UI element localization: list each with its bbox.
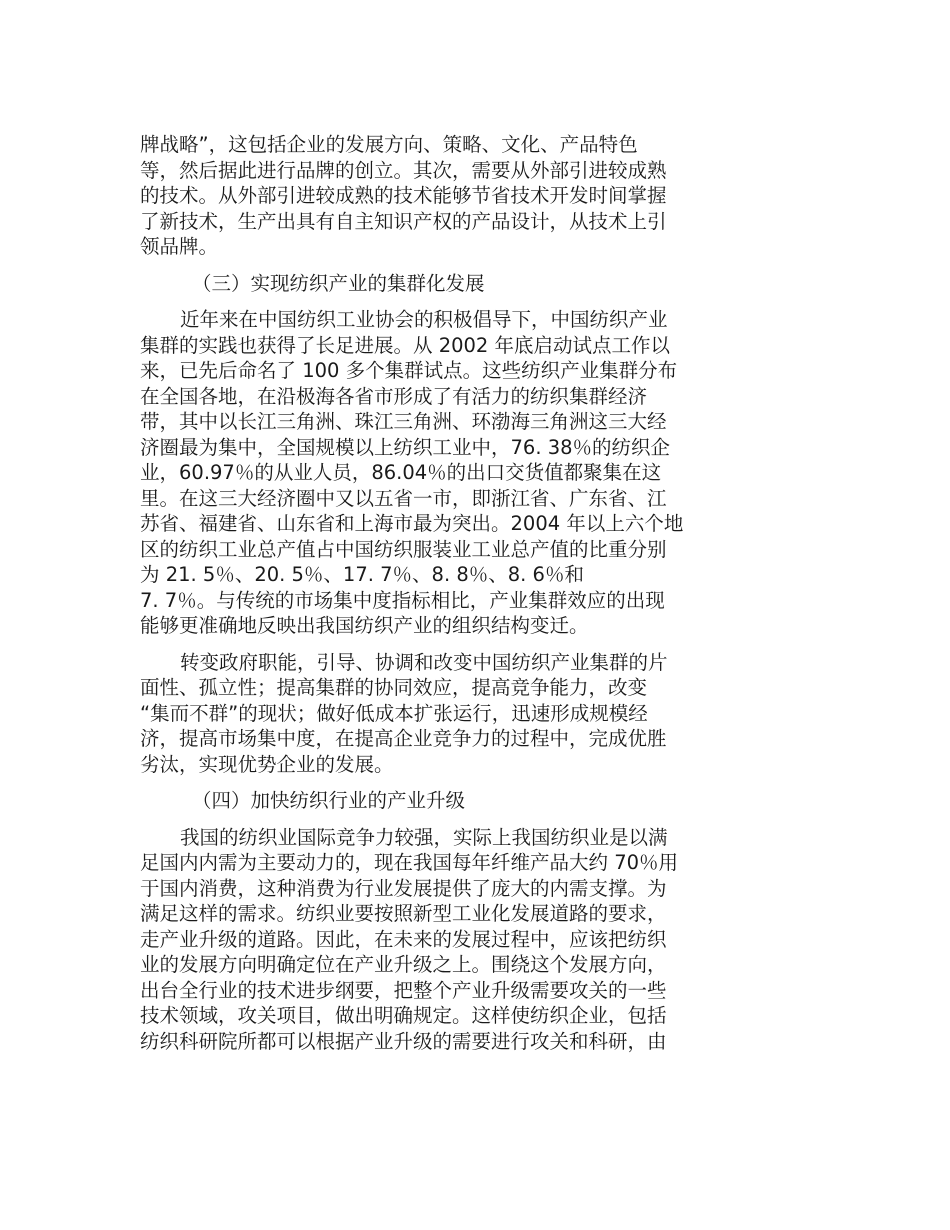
paragraph-brand-strategy: 牌战略”，这包括企业的发展方向、策略、文化、产品特色 等，然后据此进行品牌的创立。其次，需要从外部引进较成熟 的技术。从外部引进较成熟的技术能够节省技术开发时间掌握 了新技术，生产出具有自主知识产权的产品设计，从技术上引 领品牌。	[140, 133, 667, 258]
section-heading-3: （三）实现纺织产业的集群化发展	[192, 271, 485, 295]
paragraph-cluster-progress: 近年来在中国纺织工业协会的积极倡导下，中国纺织产业 集群的实践也获得了长足进展。从 2002 年底启动试点工作以 来，已先后命名了 100 多个集群试点。这些纺织产业集群分布 在全国各地，在沿极海各省市形成了有活力的纺织集群经济 带，其中以长江三角洲、珠江三角洲、环渤海三角洲这三大经 济圈最为集中，全国规模以上纺织工业中，76. 38％的纺织企 业，60.97％的从业人员，86.04％的出口交货值都聚集在这 里。在这三大经济圈中又以五省一市，即浙江省、广东省、江 苏省、福建省、山东省和上海市最为突出。2004 年以上六个地 区的纺织工业总产值占中国纺织服装业工业总产值的比重分别 为 21. 5％、20. 5％、17. 7％、8. 8％、8. 6％和 7. 7％。与传统的市场集中度指标相比，产业集群效应的出现 能够更准确地反映出我国纺织产业的组织结构变迁。	[140, 308, 684, 637]
paragraph-industry-upgrade: 我国的纺织业国际竞争力较强，实际上我国纺织业是以满 足国内内需为主要动力的，现在我国每年纤维产品大约 70％用 于国内消费，这种消费为行业发展提供了庞大的内需支撑。为 满足这样的需求。纺织业要按照新型工业化发展道路的要求， 走产业升级的道路。因此，在未来的发展过程中，应该把纺织 业的发展方向明确定位在产业升级之上。围绕这个发展方向， 出台全行业的技术进步纲要，把整个产业升级需要攻关的一些 技术领域，攻关项目，做出明确规定。这样使纺织企业，包括 纺织科研院所都可以根据产业升级的需要进行攻关和科研，由	[140, 825, 679, 1053]
paragraph-government-role: 转变政府职能，引导、协调和改变中国纺织产业集群的片 面性、孤立性；提高集群的协同效应，提高竞争能力，改变 “集而不群”的现状；做好低成本扩张运行，迅速形成规模经 济，提高市场集中度，在提高企业竞争力的过程中，完成优胜 劣汰，实现优势企业的发展。	[140, 650, 668, 776]
section-heading-4: （四）加快纺织行业的产业升级	[192, 789, 466, 812]
document-page	[140, 132, 740, 1065]
